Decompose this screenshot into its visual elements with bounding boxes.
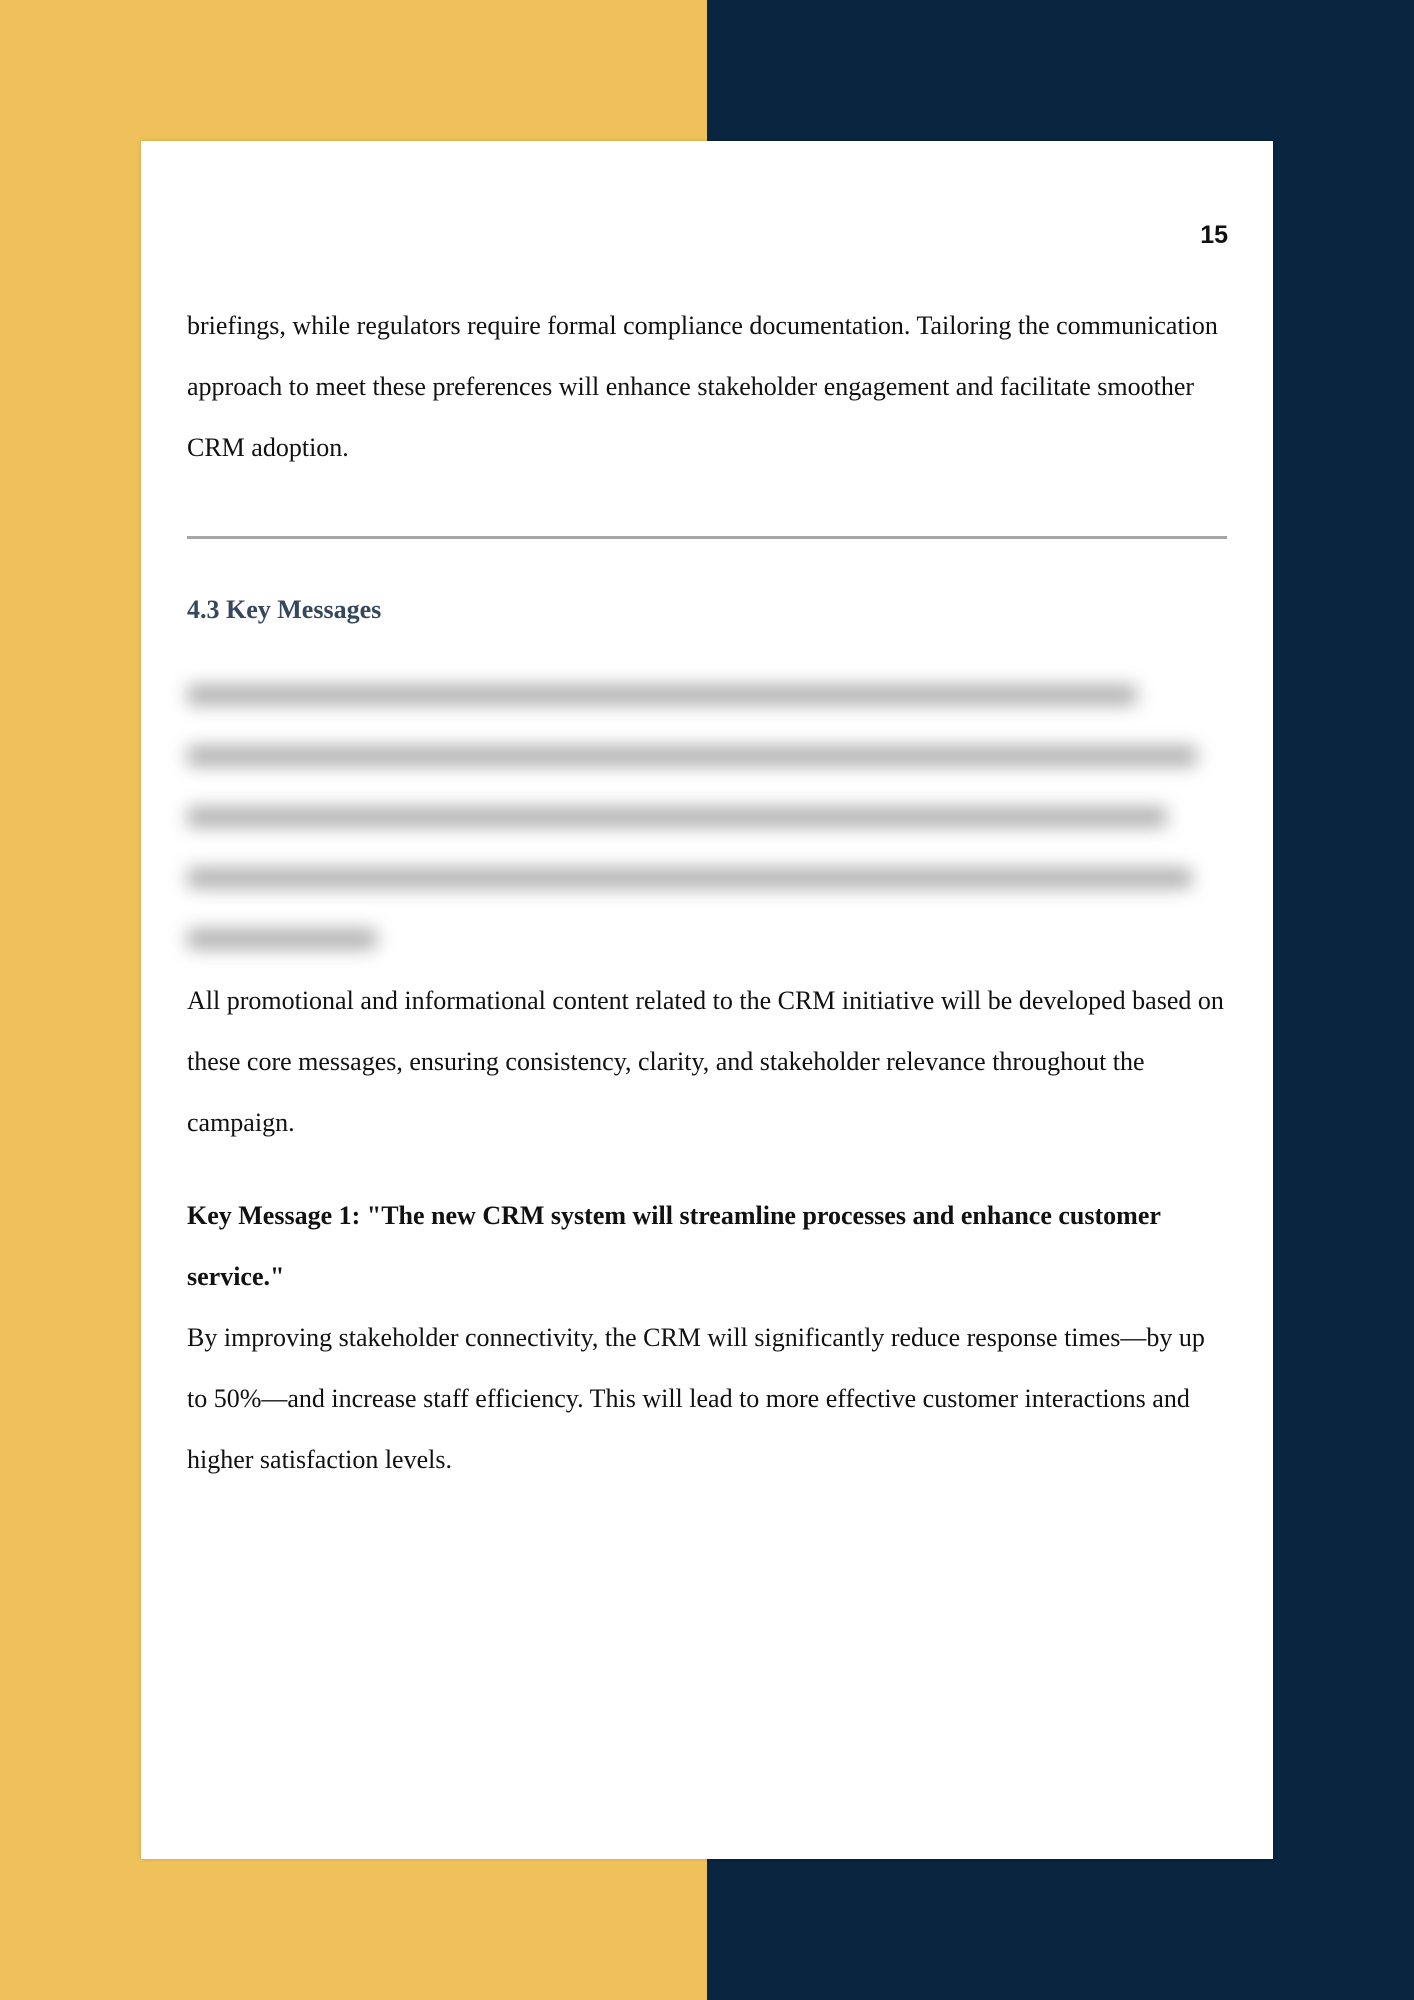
section-heading: 4.3 Key Messages [187,595,382,624]
key-message-1-body: By improving stakeholder connectivity, the CRM will significantly reduce response times—by up to 50%—and increase staff efficiency. This will lead to more effective customer interactions and higher satisfaction levels. [187,1323,1205,1474]
content-paragraph: All promotional and informational content related to the CRM initiative will be developed based on these core messages, ensuring consistency, clarity, and stakeholder relevance throughout the campaign. [187,986,1224,1137]
section-divider [187,536,1227,539]
redacted-line [187,685,1137,705]
document-page [141,141,1273,1859]
redacted-line [187,929,377,949]
redacted-paragraph [187,665,1227,970]
redacted-line [187,868,1192,888]
page-number: 15 [1200,221,1228,249]
intro-paragraph: briefings, while regulators require formal compliance documentation. Tailoring the communication approach to meet these preferences will enhance stakeholder engagement and facilitate smoother CRM adoption. [187,311,1218,462]
page-content [187,295,1227,1490]
key-message-1-title: Key Message 1: "The new CRM system will streamline processes and enhance customer service." [187,1201,1161,1291]
redacted-line [187,807,1167,827]
redacted-line [187,746,1197,766]
